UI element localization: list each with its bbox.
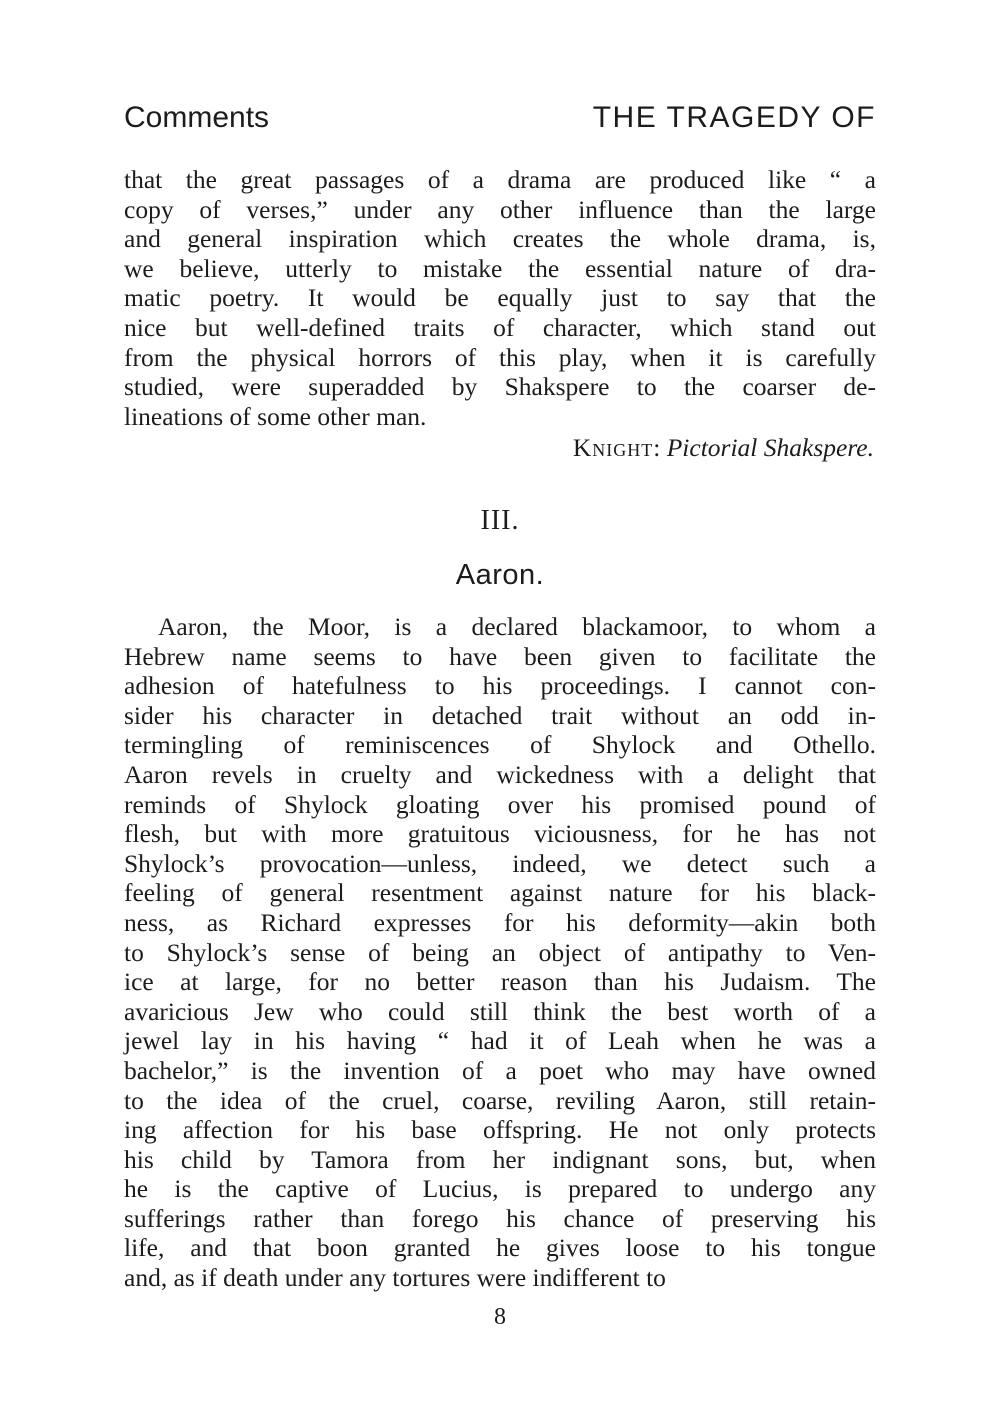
text-line: adhesion of hatefulness to his proceedings. I cannot con- <box>124 671 876 701</box>
text-line: he is the captive of Lucius, is prepared to undergo any <box>124 1174 876 1204</box>
text-line: jewel lay in his having “ had it of Leah when he was a <box>124 1026 876 1056</box>
running-head <box>124 96 876 140</box>
text-line: his child by Tamora from her indignant sons, but, when <box>124 1144 876 1174</box>
text-line: life, and that boon granted he gives loose to his tongue <box>124 1233 876 1263</box>
text-line: and general inspiration which creates the whole drama, is, <box>124 224 876 254</box>
text-line: sufferings rather than forego his chance of preserving his <box>124 1203 876 1233</box>
text-line: Aaron, the Moor, is a declared blackamoor, to whom a <box>158 612 876 641</box>
attribution-title: Pictorial Shakspere. <box>666 433 874 462</box>
text-line: termingling of reminiscences of Shylock and Othello. <box>124 730 876 760</box>
running-head-section-label: Comments <box>124 101 270 134</box>
text-line: from the physical horrors of this play, when it is carefully <box>124 342 876 372</box>
section-title: Aaron. <box>455 559 545 591</box>
text-line: ing affection for his base offspring. He not only protects <box>124 1115 876 1145</box>
text-line: feeling of general resentment against nature for his black- <box>124 878 876 908</box>
text-line: Shylock’s provocation—unless, indeed, we detect such a <box>124 848 876 878</box>
attribution-author: Knight <box>572 433 654 462</box>
text-line: and, as if death under any tortures were indifferent to <box>124 1263 666 1293</box>
text-line: to the idea of the cruel, coarse, reviling Aaron, still retain- <box>124 1085 876 1115</box>
text-line: reminds of Shylock gloating over his promised pound of <box>124 789 876 819</box>
text-line: bachelor,” is the invention of a poet who may have owned <box>124 1055 876 1085</box>
text-line: ice at large, for no better reason than his Judaism. The <box>124 967 876 997</box>
text-line: lineations of some other man. <box>124 401 427 431</box>
text-line: avaricious Jew who could still think the best worth of a <box>124 996 876 1026</box>
text-line: flesh, but with more gratuitous viciousness, for he has not <box>124 819 876 849</box>
text-line: Aaron revels in cruelty and wickedness with a delight that <box>124 759 876 789</box>
text-line: to Shylock’s sense of being an object of antipathy to Ven- <box>124 937 876 967</box>
text-line: we believe, utterly to mistake the essential nature of dra- <box>124 253 876 283</box>
text-line: copy of verses,” under any other influence than the large <box>124 194 876 224</box>
text-line: that the great passages of a drama are produced like “ a <box>124 165 876 194</box>
body-paragraph <box>124 612 876 1293</box>
attribution <box>573 433 874 463</box>
running-head-book-title: THE TRAGEDY OF <box>592 101 876 134</box>
text-line: nice but well-defined traits of character, which stand out <box>124 312 876 342</box>
text-line: studied, were superadded by Shakspere to the coarser de- <box>124 372 876 402</box>
attribution-separator: : <box>653 433 661 462</box>
page-number: 8 <box>494 1304 506 1330</box>
quoted-paragraph <box>124 165 876 431</box>
text-line: sider his character in detached trait without an odd in- <box>124 700 876 730</box>
text-line: matic poetry. It would be equally just to say that the <box>124 283 876 313</box>
section-number: III. <box>480 505 520 536</box>
text-line: ness, as Richard expresses for his deformity—akin both <box>124 907 876 937</box>
text-line: Hebrew name seems to have been given to facilitate the <box>124 641 876 671</box>
